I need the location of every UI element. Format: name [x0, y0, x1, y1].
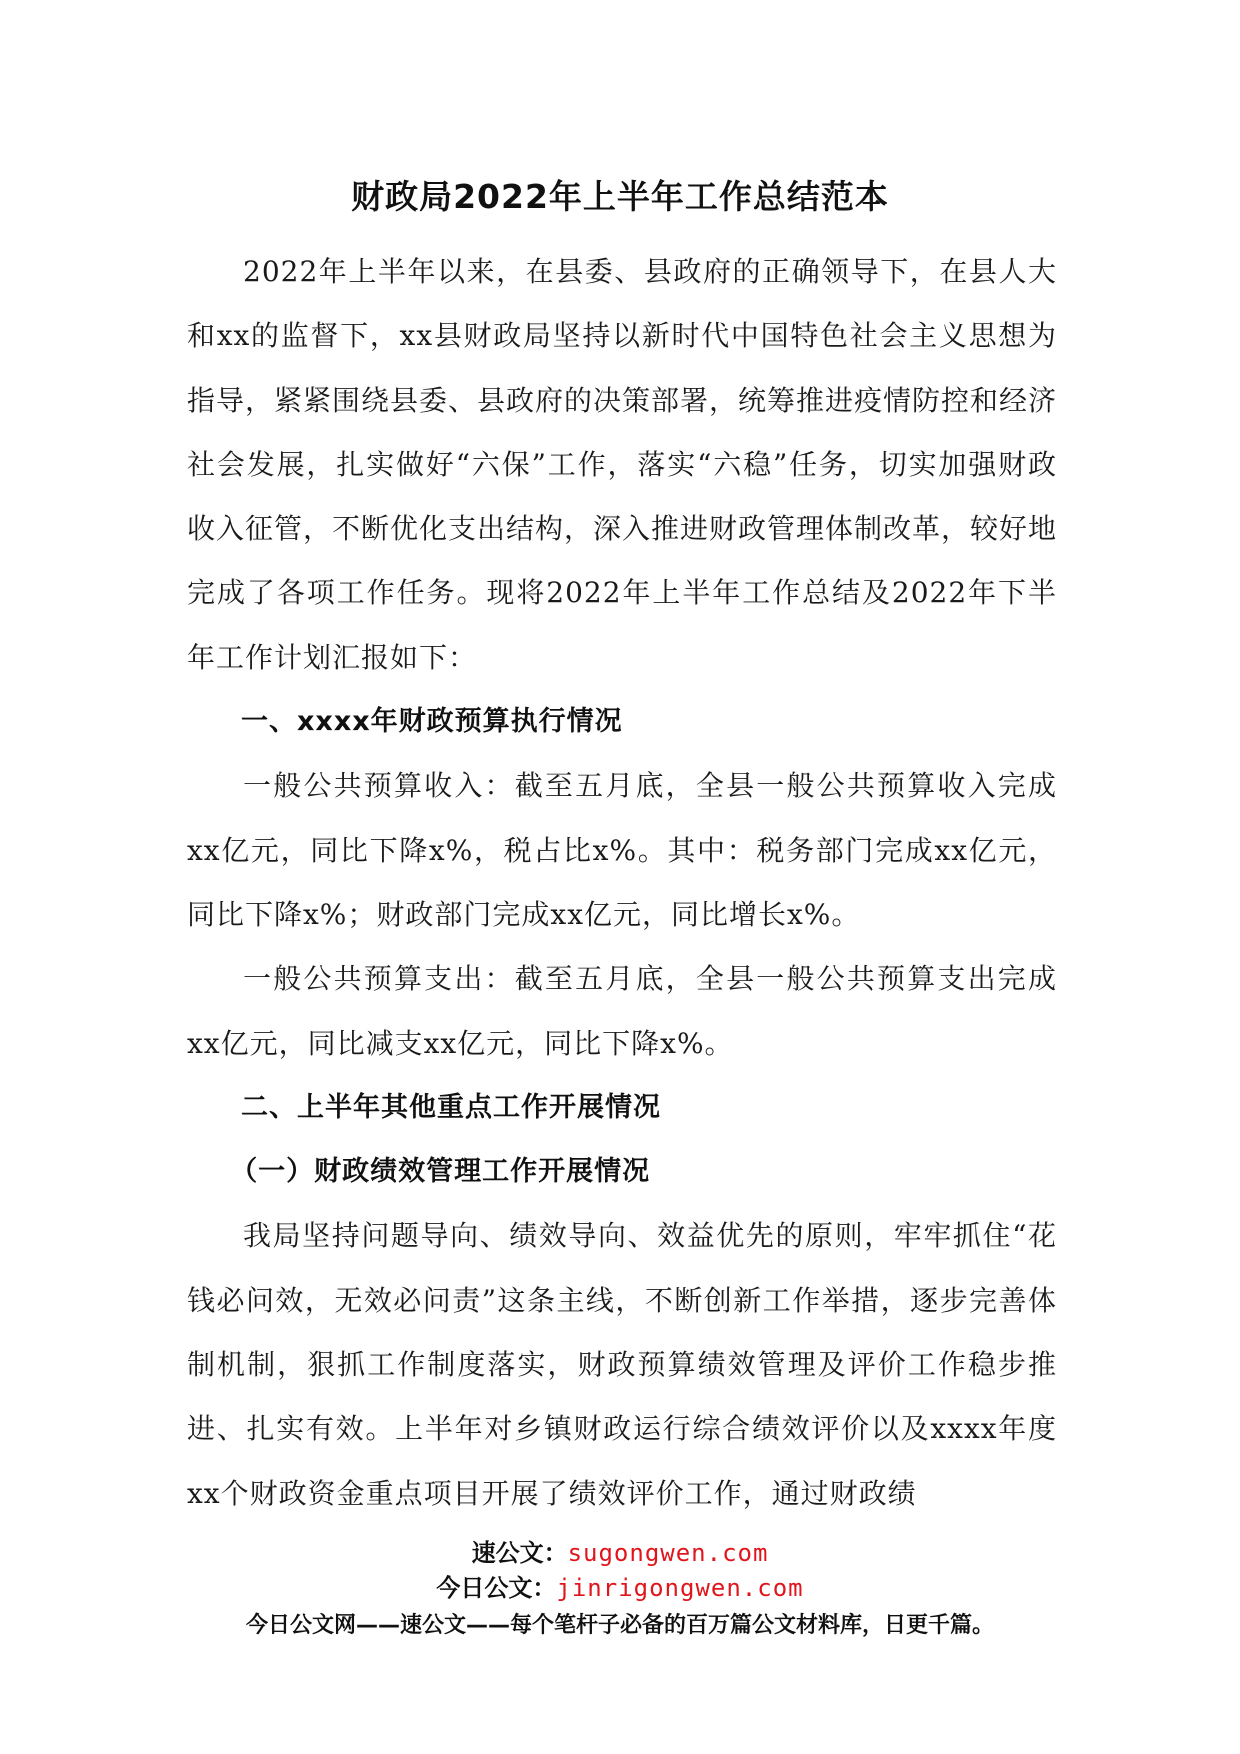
footer-label-jinrigongwen: 今日公文：: [436, 1574, 557, 1602]
section-1-heading: 一、xxxx年财政预算执行情况: [241, 706, 623, 738]
performance-paragraph: 我局坚持问题导向、绩效导向、效益优先的原则，牢牢抓住“花钱必问效，无效必问责”这条主线，不断创新工作举措，逐步完善体制机制，狠抓工作制度落实，财政预算绩效管理及评价工作稳步推进、扎实有效。上半年对乡镇财政运行综合绩效评价以及xxxx年度xx个财政资金重点项目开展了绩效评价工作，通过财政绩: [187, 1219, 1057, 1510]
footer-line-jinrigongwen: [0, 1571, 1240, 1606]
intro-paragraph: 2022年上半年以来，在县委、县政府的正确领导下，在县人大和xx的监督下，xx县财政局坚持以新时代中国特色社会主义思想为指导，紧紧围绕县委、县政府的决策部署，统筹推进疫情防控和经济社会发展，扎实做好“六保”工作，落实“六稳”任务，切实加强财政收入征管，不断优化支出结构，深入推进财政管理体制改革，较好地完成了各项工作任务。现将2022年上半年工作总结及2022年下半年工作计划汇报如下：: [187, 255, 1058, 674]
sugongwen-link[interactable]: sugongwen.com: [567, 1539, 769, 1567]
revenue-paragraph: 一般公共预算收入：截至五月底，全县一般公共预算收入完成xx亿元，同比下降x%，税占比x%。其中：税务部门完成xx亿元，同比下降x%；财政部门完成xx亿元，同比增长x%。: [187, 769, 1057, 931]
section-2-heading: 二、上半年其他重点工作开展情况: [241, 1091, 661, 1123]
section-2-subheading: （一）财政绩效管理工作开展情况: [230, 1156, 651, 1188]
footer-tagline: 今日公文网——速公文——每个笔杆子必备的百万篇公文材料库，日更千篇。: [245, 1613, 994, 1638]
footer: [0, 1536, 1240, 1644]
expenditure-paragraph: 一般公共预算支出：截至五月底，全县一般公共预算支出完成xx亿元，同比减支xx亿元，同比下降x%。: [187, 962, 1057, 1060]
footer-line-sugongwen: [0, 1536, 1240, 1571]
footer-label-sugongwen: 速公文：: [471, 1539, 568, 1567]
jinrigongwen-link[interactable]: jinrigongwen.com: [556, 1574, 804, 1602]
document-body: [187, 240, 1057, 1526]
document-title: 财政局2022年上半年工作总结范本: [351, 177, 889, 216]
